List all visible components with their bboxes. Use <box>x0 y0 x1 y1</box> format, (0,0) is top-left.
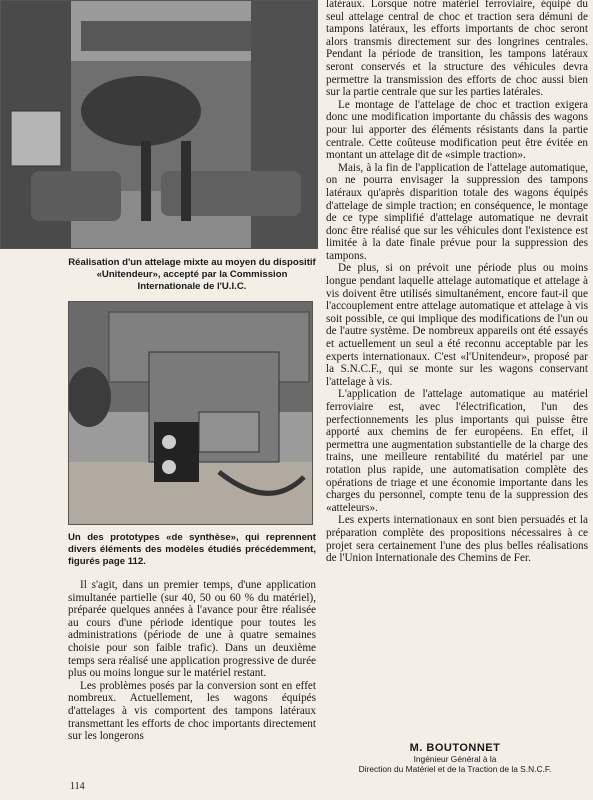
author-name: M. BOUTONNET <box>409 742 501 754</box>
author-title-1: Ingénieur Général à la <box>413 754 497 764</box>
author-signature <box>330 742 580 774</box>
prototype-coupling-photo <box>68 301 313 525</box>
paragraph: Les problèmes posés par la conversion sont en effet nombreux. Actuellement, les wagons équipés d'attelages à vis comportent des tampons latéraux transmettant les efforts de choc importants directement sur les longerons <box>68 679 316 743</box>
paragraph: Le montage de l'attelage de choc et traction exigera donc une modification importante du châssis des wagons pour lui apporter des éléments résistants dans la partie centrale. Cette coûteuse modification peut être évitée en montant un attelage dit de «simple traction». <box>326 98 588 162</box>
coupling-photo-unitendeur <box>0 0 318 249</box>
figure2-caption: Un des prototypes «de synthèse», qui reprennent divers éléments des modèles étudiés précédemment, figurés page 112. <box>68 532 316 567</box>
paragraph: Les experts internationaux en sont bien persuadés et la préparation complète des propositions nécessaires à ce projet sera certainement l'une des plus belles réalisations de l'Union Internationale des Chemins de Fer. <box>326 514 588 565</box>
paragraph: latéraux. Lorsque notre matériel ferroviaire, équipé du seul attelage central de choc et traction sera démuni de tampons latéraux, les efforts importants de choc seront alors transmis directement sur des longrines centrales. Pendant la période de transition, les tampons latéraux seront conservés et la structure des véhicules devra permettre la transmission des efforts de choc aussi bien sur la partie centrale que sur les parties latérales. <box>326 0 588 99</box>
paragraph: De plus, si on prévoit une période plus ou moins longue pendant laquelle attelage automatique et attelage à vis doivent être utilisés simultanément, encore faut-il que l'accouplement entre attelage automatique et attelage à vis soit possible, ce qui implique des modifications de l'un ou de l'autre système. De nombreux appareils ont été essayés et actuellement un seul a été reconnu acceptable par les experts internationaux. C'est «l'Unitendeur», proposé par la S.N.C.F., qui se monte sur les wagons conservant l'attelage à vis. <box>326 262 588 388</box>
right-column <box>326 0 588 565</box>
left-column <box>68 0 316 743</box>
author-title-2: Direction du Matériel et de la Traction de la S.N.C.F. <box>358 764 552 774</box>
paragraph: Il s'agit, dans un premier temps, d'une application simultanée partielle (sur 40, 50 ou 60 % du matériel), préparée quelques années à l'avance pour être réalisée au cours d'une période identique pour toutes les administrations (période de une à quatre semaines choisie pour son faible trafic). Dans un deuxième temps sera réalisé une application progressive de durée plus ou moins longue sur le matériel restant. <box>68 579 316 680</box>
paragraph: Mais, à la fin de l'application de l'attelage automatique, on ne pourra envisager la suppression des tampons latéraux qu'après disparition totale des wagons équipés d'attelage de simple traction; en conséquence, le montage de ce type simplifié d'attelage automatique ne devrait donc être réalisé que sur les véhicules dont l'existence est limitée à la date finale prévue pour la suppression des tampons. <box>326 161 588 262</box>
page-number: 114 <box>70 781 85 792</box>
paragraph: L'application de l'attelage automatique au matériel ferroviaire est, avec l'électrification, l'un des perfectionnements les plus importants qui puisse être apporté aux chemins de fer européens. En effet, il permettra une augmentation substantielle de la charge des trains, une meilleure rentabilité du matériel par une rotation plus rapide, une automatisation complète des opérations de triage et une économie importante dans les charges du personnel, compte tenu de la suppression des «atteleurs». <box>326 388 588 514</box>
figure1-caption: Réalisation d'un attelage mixte au moyen du dispositif «Unitendeur», accepté par la Commission Internationale de l'U.I.C. <box>68 257 316 292</box>
right-text-block <box>326 0 588 565</box>
left-text-block <box>68 579 316 743</box>
